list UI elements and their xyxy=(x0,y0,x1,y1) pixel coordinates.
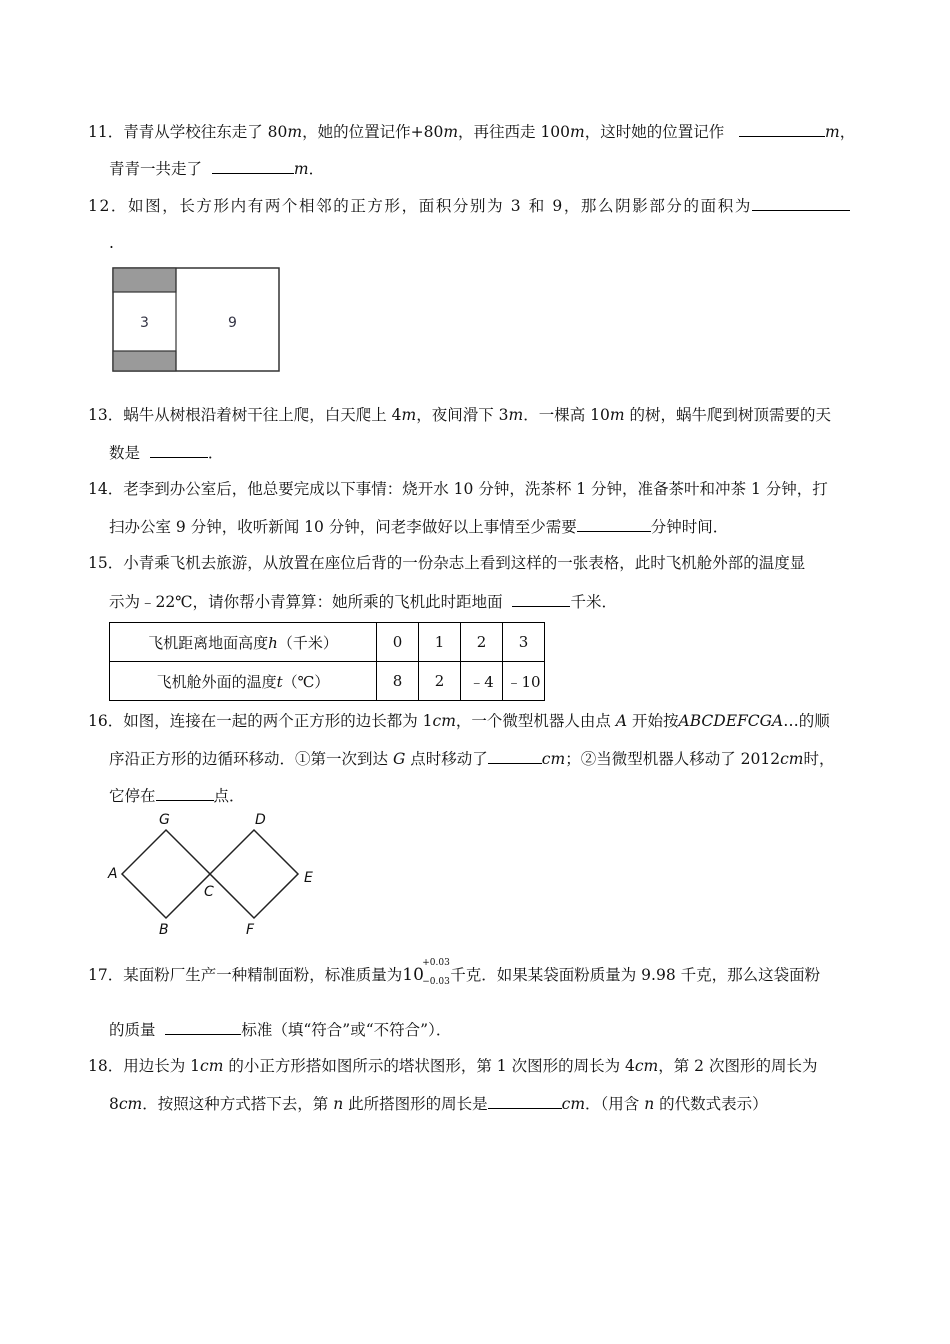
table-cell: 2 xyxy=(419,662,461,701)
table-cell: 1 xyxy=(419,623,461,662)
question-13-line-2: 数是 ． xyxy=(109,441,223,464)
table-cell: 0 xyxy=(377,623,419,662)
answer-blank[interactable] xyxy=(212,157,294,174)
point-label-G: G xyxy=(159,812,170,828)
question-17-line-2: 的质量 标准（填“符合”或“不符合”）． xyxy=(109,1018,451,1041)
question-16-line-2: 序沿正方形的边循环移动．①第一次到达 G 点时移动了 cm；②当微型机器人移动了 2012cm时， xyxy=(109,747,834,770)
answer-blank[interactable] xyxy=(150,441,208,458)
question-18-line-1: 18．用边长为 1cm 的小正方形搭如图所示的塔状图形，第 1 次图形的周长为 4cm，第 2 次图形的周长为 xyxy=(88,1057,818,1075)
table-cell: 3 xyxy=(503,623,545,662)
table-cell: ﹣4 xyxy=(461,662,503,701)
question-13-line-1: 13．蜗牛从树根沿着树干往上爬，白天爬上 4m，夜间滑下 3m．一棵高 10m 的树，蜗牛爬到树顶需要的天 xyxy=(88,406,832,424)
table-cell: ﹣10 xyxy=(503,662,545,701)
point-label-D: D xyxy=(255,812,266,828)
answer-blank[interactable] xyxy=(488,747,542,764)
question-15-line-2: 示为﹣22℃，请你帮小青算算：她所乘的飞机此时距地面 千米． xyxy=(109,590,617,613)
question-18-line-2: 8cm．按照这种方式搭下去，第 n 此所搭图形的周长是 cm．（用含 n 的代数式表示） xyxy=(109,1092,768,1115)
question-number: 11． xyxy=(88,123,124,141)
point-label-C: C xyxy=(204,884,214,900)
rectangle-squares-figure xyxy=(112,267,280,372)
row-header-temperature: 飞机舱外面的温度t（℃） xyxy=(110,662,377,701)
tolerance-expression: 10 +0.03 −0.03 xyxy=(402,958,450,987)
table-cell: 2 xyxy=(461,623,503,662)
answer-blank[interactable] xyxy=(156,784,214,801)
question-number: 18． xyxy=(88,1057,124,1075)
answer-blank[interactable] xyxy=(165,1018,241,1035)
question-number: 17． xyxy=(88,966,124,984)
question-15-line-1: 15．小青乘飞机去旅游，从放置在座位后背的一份杂志上看到这样的一张表格，此时飞机舱外部的温度显 xyxy=(88,554,806,572)
small-square-label: 3 xyxy=(140,315,149,331)
big-square-label: 9 xyxy=(228,315,237,331)
question-11-line-1: 11．青青从学校往东走了 80m，她的位置记作+80m，再往西走 100m，这时她的位置记作 m， xyxy=(88,120,855,143)
answer-blank[interactable] xyxy=(577,515,651,532)
point-label-E: E xyxy=(304,870,313,886)
answer-blank[interactable] xyxy=(739,120,825,137)
question-number: 14． xyxy=(88,480,124,498)
question-number: 12． xyxy=(88,197,129,215)
altitude-temperature-table xyxy=(109,622,545,701)
question-11-line-2: 青青一共走了 m． xyxy=(109,157,324,180)
table-cell: 8 xyxy=(377,662,419,701)
question-16-line-1: 16．如图，连接在一起的两个正方形的边长都为 1cm，一个微型机器人由点 A 开始按ABCDEFCGA…的顺 xyxy=(88,712,830,730)
point-label-A: A xyxy=(108,866,118,882)
answer-blank[interactable] xyxy=(752,194,850,211)
table-row xyxy=(110,623,545,662)
question-number: 15． xyxy=(88,554,124,572)
answer-blank[interactable] xyxy=(512,590,570,607)
question-14-line-1: 14．老李到办公室后，他总要完成以下事情：烧开水 10 分钟，洗茶杯 1 分钟，准备茶叶和冲茶 1 分钟，打 xyxy=(88,480,828,498)
question-number: 13． xyxy=(88,406,124,424)
point-label-B: B xyxy=(159,922,169,938)
question-12-line-2: . xyxy=(109,234,114,252)
table-row xyxy=(110,662,545,701)
row-header-altitude: 飞机距离地面高度h（千米） xyxy=(110,623,377,662)
point-label-F: F xyxy=(246,922,255,938)
answer-blank[interactable] xyxy=(488,1092,562,1109)
question-number: 16． xyxy=(88,712,124,730)
question-16-line-3: 它停在 点． xyxy=(109,784,245,807)
question-12-line-1: 12．如图，长方形内有两个相邻的正方形，面积分别为 3 和 9，那么阴影部分的面积为 xyxy=(88,194,850,217)
two-squares-figure xyxy=(104,808,324,944)
question-14-line-2: 扫办公室 9 分钟，收听新闻 10 分钟，问老李做好以上事情至少需要 分钟时间． xyxy=(109,515,728,538)
question-17-line-1: 17．某面粉厂生产一种精制面粉，标准质量为 10 +0.03 −0.03 千克．如果某袋面粉质量为 9.98 千克，那么这袋面粉 xyxy=(88,958,821,987)
